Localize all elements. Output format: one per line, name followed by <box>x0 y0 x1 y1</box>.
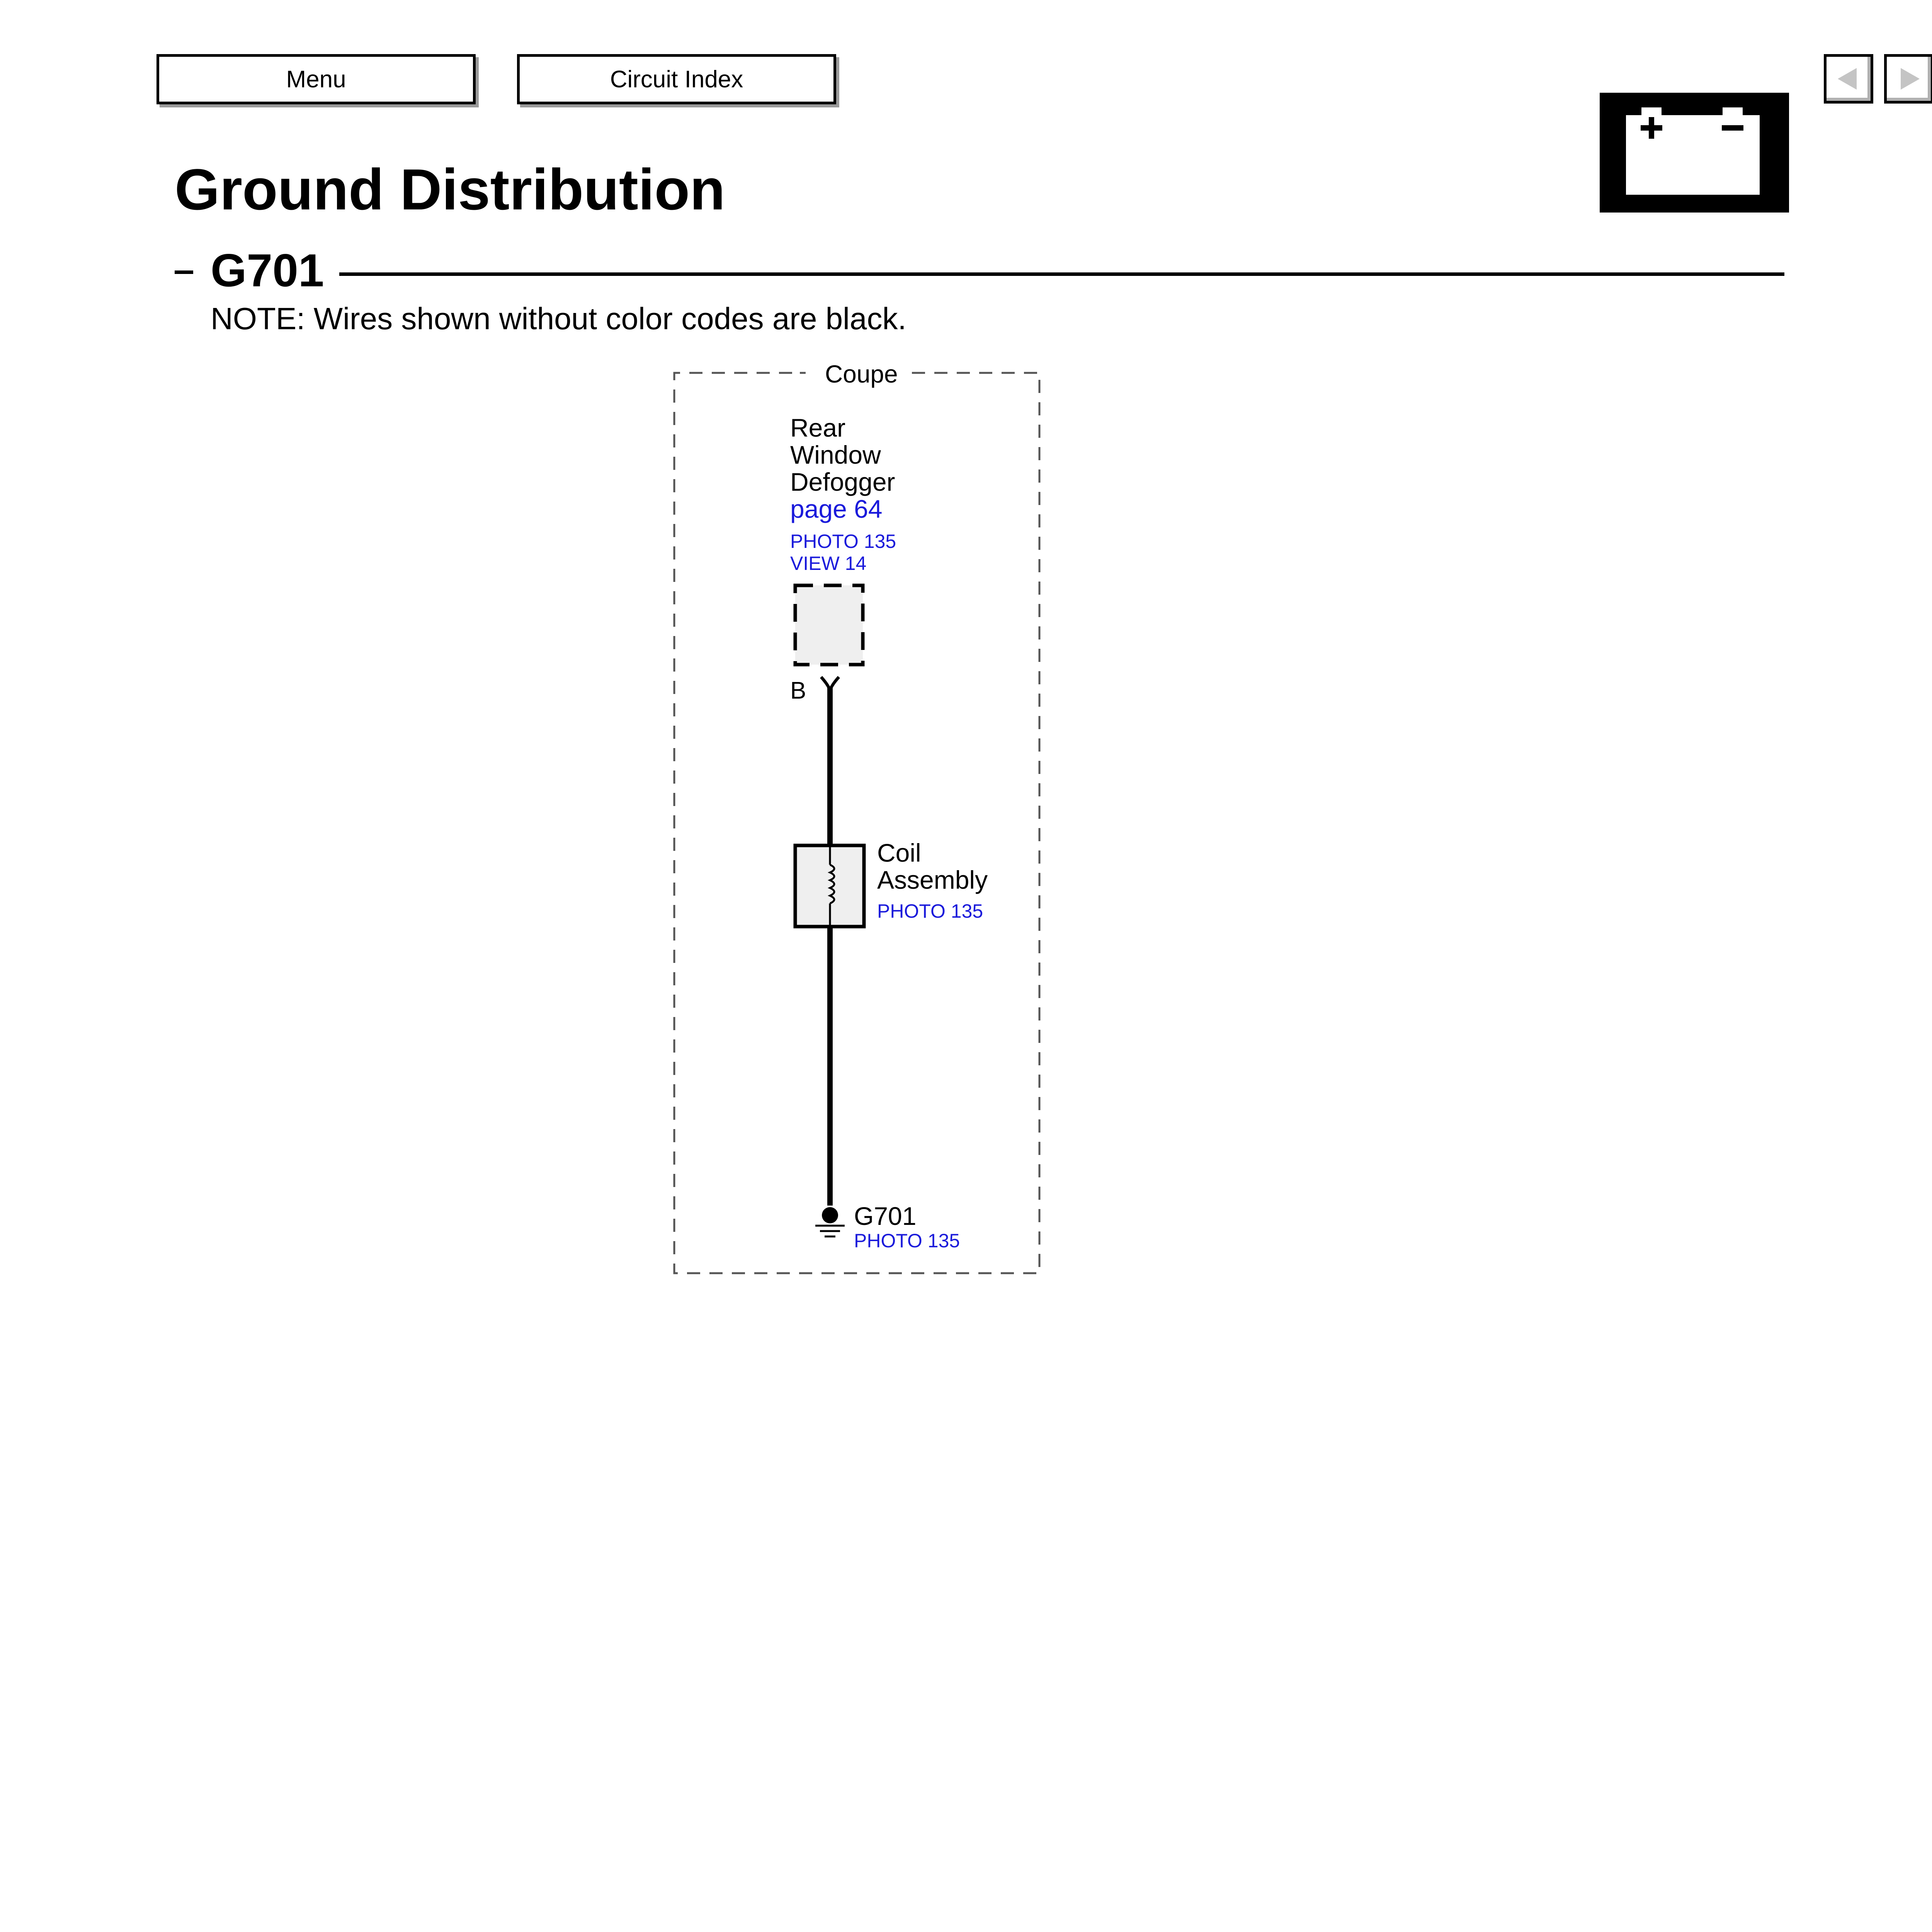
section-title: G701 <box>211 245 324 296</box>
coil-name-line1: Coil <box>877 838 921 867</box>
page-64-link[interactable]: page 64 <box>790 495 883 523</box>
component-name-line1: Rear <box>790 413 846 442</box>
component-name-line3: Defogger <box>790 468 895 496</box>
page-title: Ground Distribution <box>175 157 725 222</box>
coil-photo-link[interactable]: PHOTO 135 <box>877 900 983 922</box>
defogger-view-link[interactable]: VIEW 14 <box>790 553 867 574</box>
rear-window-defogger-component <box>795 585 863 665</box>
ground-name-label: G701 <box>854 1202 917 1230</box>
coupe-group-label: Coupe <box>825 360 898 388</box>
coil-name-line2: Assembly <box>877 866 988 894</box>
terminal-b-label: B <box>790 677 806 704</box>
circuit-index-button-label: Circuit Index <box>610 66 743 93</box>
component-name-line2: Window <box>790 440 881 469</box>
defogger-photo-link[interactable]: PHOTO 135 <box>790 531 896 552</box>
ground-icon <box>815 1207 845 1236</box>
wire-color-note: NOTE: Wires shown without color codes are black. <box>211 301 906 336</box>
menu-button-label: Menu <box>286 66 346 93</box>
ground-photo-link[interactable]: PHOTO 135 <box>854 1230 960 1252</box>
